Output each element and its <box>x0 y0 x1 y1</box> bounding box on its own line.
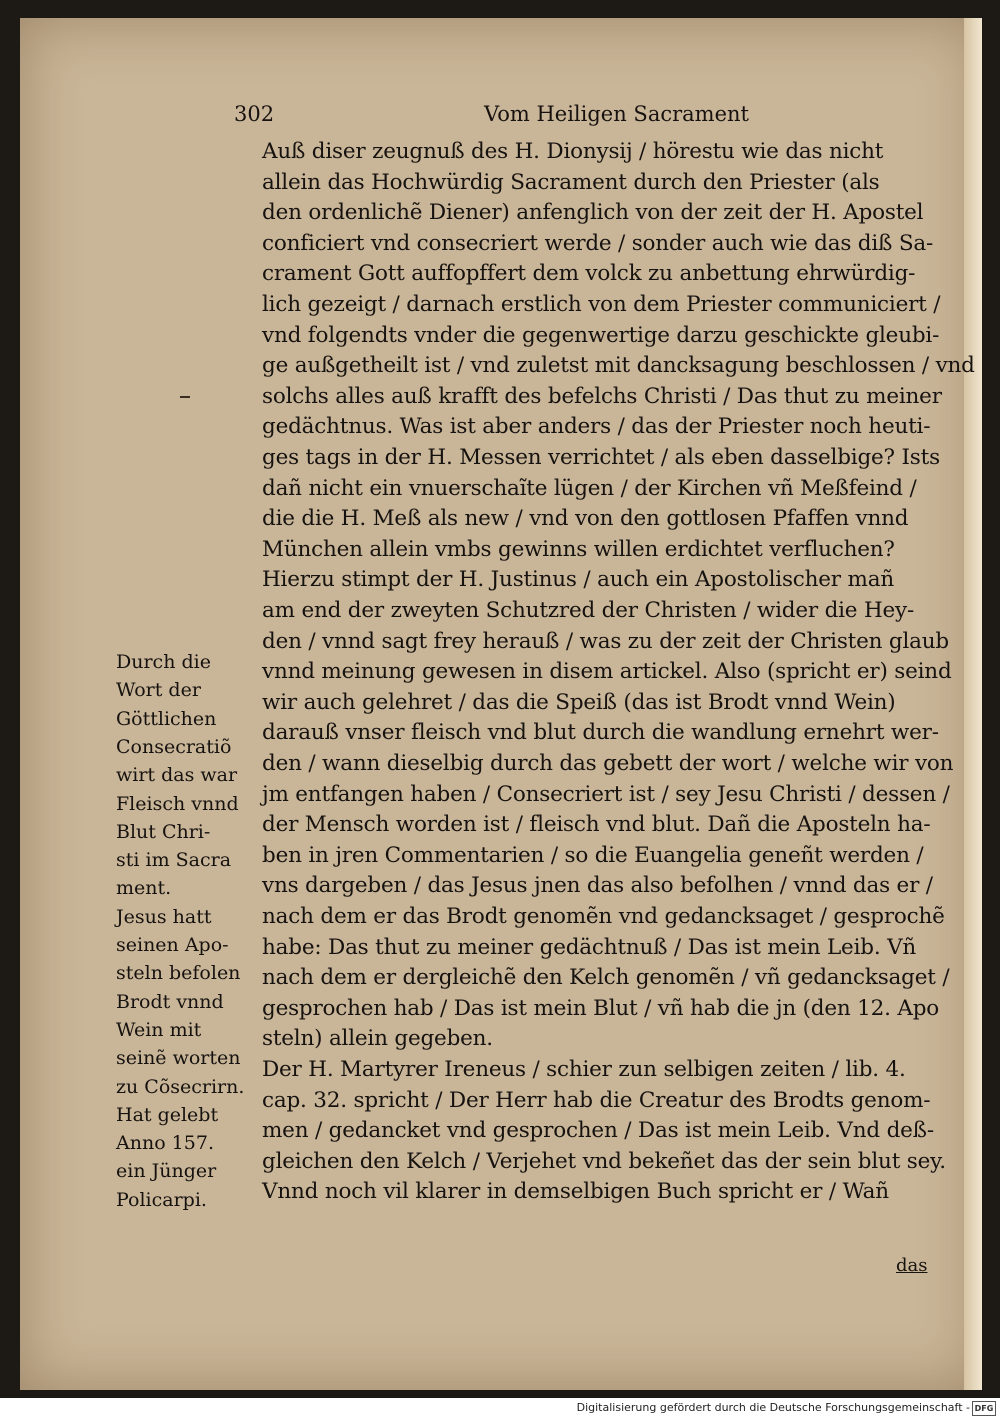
text-line: lich gezeigt / darnach erstlich von dem Priester communiciert / <box>262 292 941 317</box>
dfg-logo: DFG <box>972 1401 996 1416</box>
text-line: vnnd meinung gewesen in disem artickel. Also (spricht er) seind <box>262 659 952 685</box>
margin-note-line: zu Cõsecrirn. <box>116 1075 245 1098</box>
margin-note-line: Wein mit <box>116 1018 202 1041</box>
text-line: conficiert vnd consecriert werde / sonder auch wie das diß Sa- <box>262 230 934 256</box>
text-line: habe: Das thut zu meiner gedächtnuß / Das ist mein Leib. Vñ <box>262 934 917 960</box>
margin-note-line: Fleisch vnnd <box>116 792 239 815</box>
page-edge <box>964 18 982 1390</box>
text-line: ge außgetheilt ist / vnd zuletst mit dancksagung beschlossen / vnd <box>262 353 975 379</box>
text-line: gesprochen hab / Das ist mein Blut / vñ hab die jn (den 12. Apo <box>262 995 940 1021</box>
margin-note-line: Hat gelebt <box>116 1103 219 1126</box>
margin-note-line: Consecratiõ <box>116 735 232 758</box>
page-number: 302 <box>234 102 275 126</box>
text-line: ges tags in der H. Messen verrichtet / als eben dasselbige? Ists <box>262 445 940 470</box>
margin-note-line: seinen Apo- <box>116 934 229 956</box>
margin-note-line: Blut Chri- <box>116 820 211 843</box>
text-line: Der H. Martyrer Ireneus / schier zun selbigen zeiten / lib. 4. <box>262 1057 906 1082</box>
text-line: München allein vmbs gewinns willen erdichtet verfluchen? <box>262 536 895 562</box>
text-line: nach dem er dergleichẽ den Kelch genomẽn / vñ gedancksaget / <box>262 965 950 991</box>
margin-note-line: Anno 157. <box>116 1132 214 1155</box>
text-line: crament Gott auffopffert dem volck zu anbettung ehrwürdig- <box>262 261 916 287</box>
text-line: men / gedancket vnd gesprochen / Das ist mein Leib. Vnd deß- <box>262 1118 934 1144</box>
text-line: allein das Hochwürdig Sacrament durch den Priester (als <box>262 169 880 195</box>
text-line: den / vnnd sagt frey herauß / was zu der zeit der Christen glaub <box>262 628 949 654</box>
margin-note-line: sti im Sacra <box>116 849 232 872</box>
margin-note-line: Policarpi. <box>116 1188 207 1211</box>
text-line: der Mensch worden ist / fleisch vnd blut. Dañ die Aposteln ha- <box>262 812 931 838</box>
catchword: das <box>896 1255 928 1276</box>
text-line: Auß diser zeugnuß des H. Dionysij / hörestu wie das nicht <box>262 139 884 164</box>
text-line: jm entfangen haben / Consecriert ist / sey Jesu Christi / dessen / <box>262 781 950 807</box>
text-line: cap. 32. spricht / Der Herr hab die Creatur des Brodts genom- <box>262 1087 931 1113</box>
running-head <box>234 102 774 132</box>
text-line: gleichen den Kelch / Verjehet vnd bekeñet das der sein blut sey. <box>262 1148 946 1174</box>
text-line: wir auch gelehret / das die Speiß (das ist Brodt vnnd Wein) <box>262 689 896 715</box>
running-title: Vom Heiligen Sacrament <box>484 102 749 126</box>
text-line: den / wann dieselbig durch das gebett der wort / welche wir von <box>262 751 954 776</box>
ink-mark <box>180 396 190 398</box>
text-line: die die H. Meß als new / vnd von den gottlosen Pfaffen vnnd <box>262 506 909 532</box>
text-line: den ordenlichẽ Diener) anfenglich von der zeit der H. Apostel <box>262 200 924 226</box>
text-line: ben in jren Commentarien / so die Euangelia geneñt werden / <box>262 842 924 868</box>
footer-bar <box>0 1398 1000 1419</box>
margin-note-line: ein Jünger <box>116 1160 217 1183</box>
margin-note-line: Durch die <box>116 651 211 673</box>
margin-note-line: ment. <box>116 877 172 900</box>
margin-note-line: Jesus hatt <box>116 905 212 928</box>
margin-note-line: Brodt vnnd <box>116 990 224 1013</box>
text-line: steln) allein gegeben. <box>262 1026 493 1052</box>
text-line: darauß vnser fleisch vnd blut durch die wandlung ernehrt wer- <box>262 720 939 746</box>
text-line: nach dem er das Brodt genomẽn vnd gedancksaget / gesprochẽ <box>262 904 945 929</box>
text-line: Hierzu stimpt der H. Justinus / auch ein Apostolischer mañ <box>262 567 894 593</box>
margin-note-line: steln befolen <box>116 962 241 985</box>
text-line: vnd folgendts vnder die gegenwertige darzu geschickte gleubi- <box>262 322 940 348</box>
text-line: gedächtnus. Was ist aber anders / das der Priester noch heuti- <box>262 414 931 440</box>
margin-note-line: Göttlichen <box>116 707 217 730</box>
text-line: vns dargeben / das Jesus jnen das also befolhen / vnnd das er / <box>262 873 933 899</box>
margin-note-line: wirt das war <box>116 764 238 787</box>
text-line: dañ nicht ein vnuerschaĩte lügen / der Kirchen vñ Meßfeind / <box>262 475 917 501</box>
footer-credit: Digitalisierung gefördert durch die Deutsche Forschungsgemeinschaft - <box>576 1401 970 1414</box>
text-line: solchs alles auß krafft des befelchs Christi / Das thut zu meiner <box>262 383 942 409</box>
margin-note-line: Wort der <box>116 679 201 702</box>
text-line: Vnnd noch vil klarer in demselbigen Buch spricht er / Wañ <box>262 1179 889 1205</box>
margin-note-line: seinẽ worten <box>116 1047 241 1070</box>
text-line: am end der zweyten Schutzred der Christen / wider die Hey- <box>262 598 915 623</box>
